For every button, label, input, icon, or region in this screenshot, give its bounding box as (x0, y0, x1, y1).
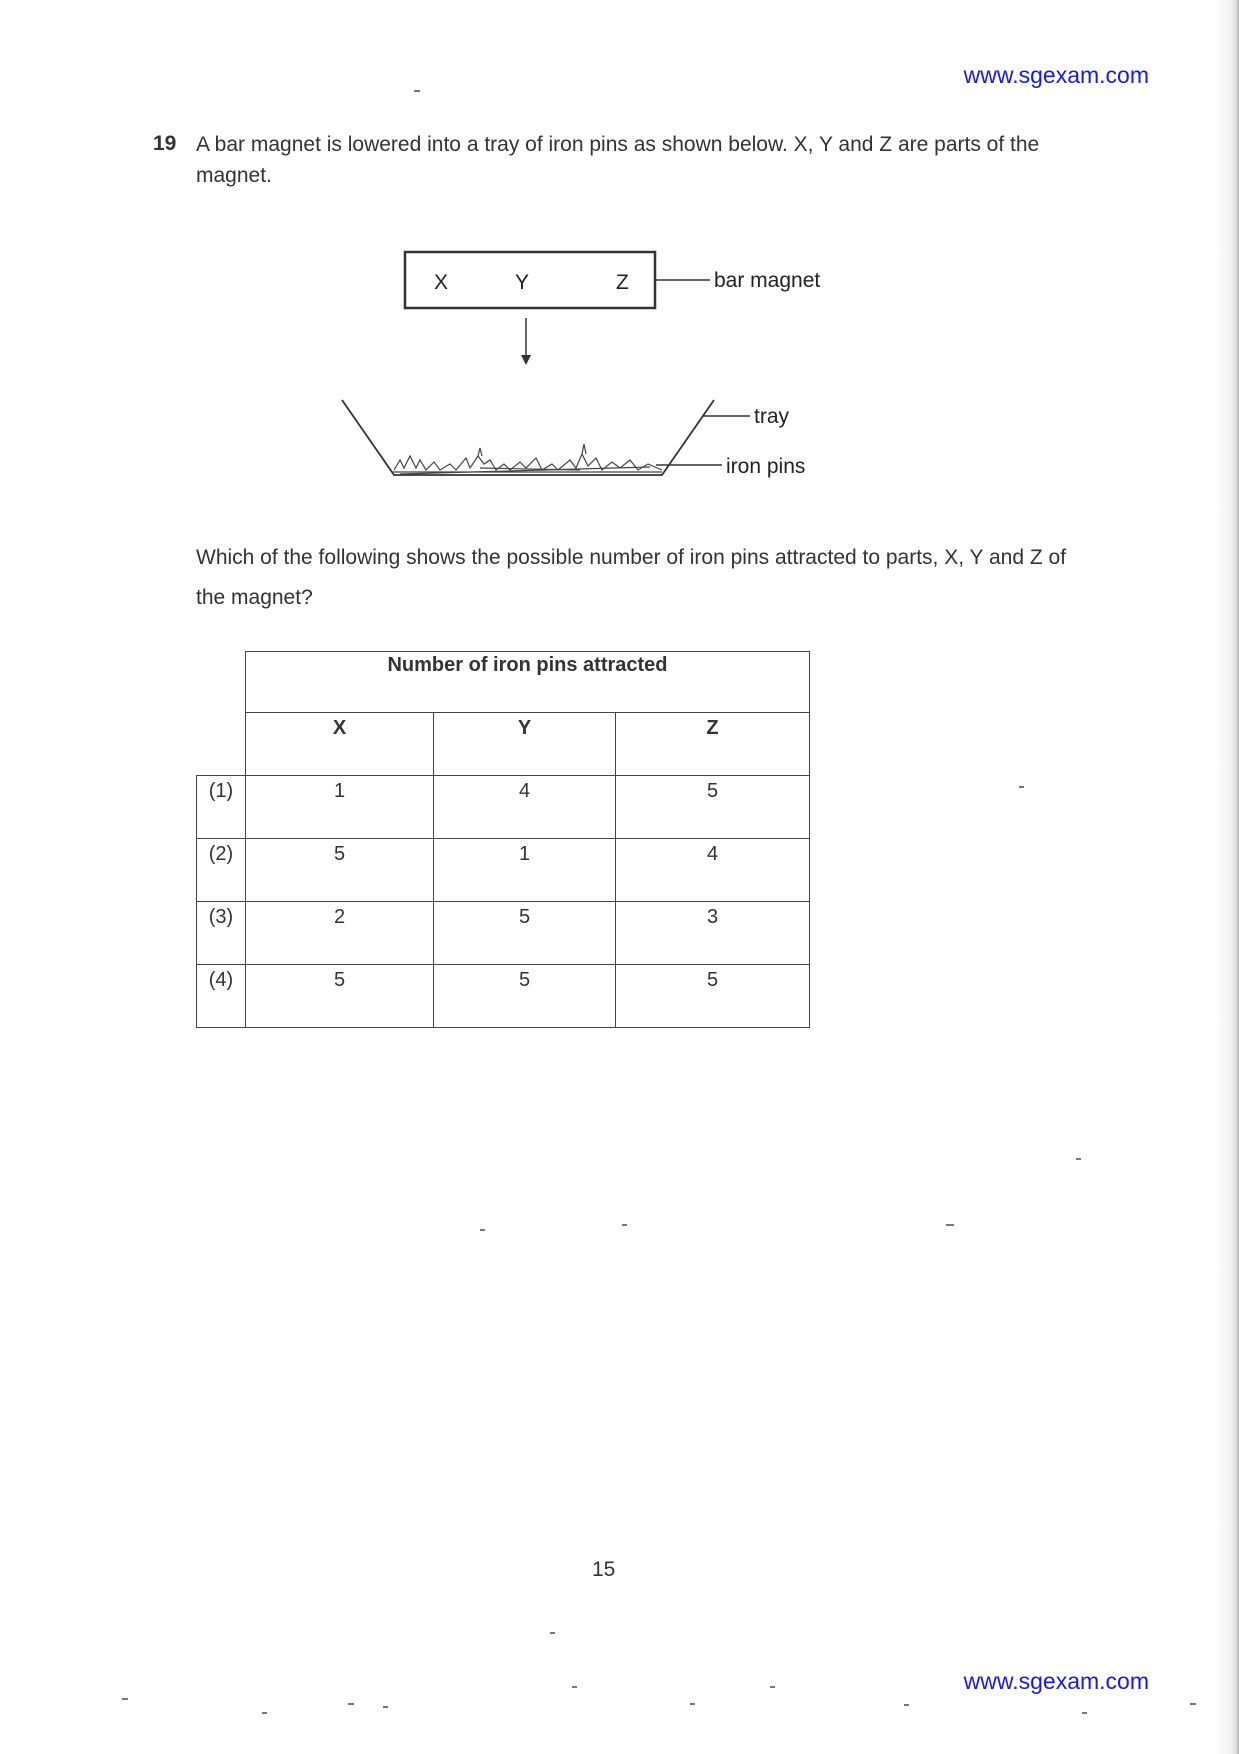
table-row (197, 902, 810, 965)
scan-speck (348, 1703, 354, 1705)
cell-value: 4 (616, 839, 810, 902)
cell-value: 4 (434, 776, 616, 839)
table-title: Number of iron pins attracted (246, 652, 810, 713)
cell-value: 1 (434, 839, 616, 902)
magnet-tray-diagram (330, 238, 850, 488)
cell-value: 3 (616, 902, 810, 965)
table-row (197, 776, 810, 839)
scan-speck (904, 1704, 909, 1706)
cell-value: 5 (616, 965, 810, 1028)
option-label: (3) (197, 902, 246, 965)
table-header-row (197, 713, 810, 776)
magnet-part-y: Y (515, 271, 530, 294)
option-label: (2) (197, 839, 246, 902)
scan-speck (690, 1703, 695, 1705)
scan-speck (946, 1224, 954, 1226)
column-header-x: X (246, 713, 434, 776)
scan-speck (550, 1632, 555, 1634)
cell-value: 5 (434, 902, 616, 965)
scan-speck (383, 1706, 388, 1708)
tray-label: tray (754, 405, 790, 428)
option-label: (4) (197, 965, 246, 1028)
scan-speck (262, 1712, 267, 1714)
scan-speck (572, 1686, 577, 1688)
cell-value: 1 (246, 776, 434, 839)
blank-cell (197, 713, 246, 776)
scan-speck (1019, 786, 1024, 788)
scan-speck (770, 1686, 775, 1688)
cell-value: 5 (434, 965, 616, 1028)
magnet-part-x: X (434, 271, 449, 294)
table-row (197, 965, 810, 1028)
bar-magnet-label: bar magnet (714, 269, 821, 292)
scan-speck (622, 1224, 627, 1226)
sub-question-text: Which of the following shows the possible number of iron pins attracted to parts, X, Y and Z of the magnet? (196, 546, 1067, 609)
cell-value: 5 (616, 776, 810, 839)
header-site-link[interactable]: www.sgexam.com (963, 62, 1149, 88)
footer-site-link[interactable]: www.sgexam.com (963, 1668, 1149, 1694)
page-number: 15 (592, 1558, 616, 1581)
scan-speck (1082, 1712, 1087, 1714)
scan-edge-shadow (1215, 0, 1239, 1754)
iron-pins-label: iron pins (726, 455, 806, 478)
cell-value: 5 (246, 965, 434, 1028)
scan-speck (480, 1229, 485, 1231)
scan-speck (1190, 1703, 1196, 1705)
down-arrow-head (521, 355, 531, 365)
table-row (197, 839, 810, 902)
blank-cell (197, 652, 246, 713)
iron-pins-pile (392, 444, 662, 474)
column-header-y: Y (434, 713, 616, 776)
question-text: A bar magnet is lowered into a tray of iron pins as shown below. X, Y and Z are parts of the magnet. (196, 133, 1040, 187)
cell-value: 2 (246, 902, 434, 965)
scan-speck (122, 1698, 128, 1700)
question-number: 19 (153, 132, 177, 155)
scan-speck (1076, 1158, 1081, 1160)
option-label: (1) (197, 776, 246, 839)
column-header-z: Z (616, 713, 810, 776)
cell-value: 5 (246, 839, 434, 902)
magnet-part-z: Z (616, 271, 629, 294)
scan-speck (414, 90, 420, 92)
answer-table (196, 651, 810, 1028)
table-title-row (197, 652, 810, 713)
